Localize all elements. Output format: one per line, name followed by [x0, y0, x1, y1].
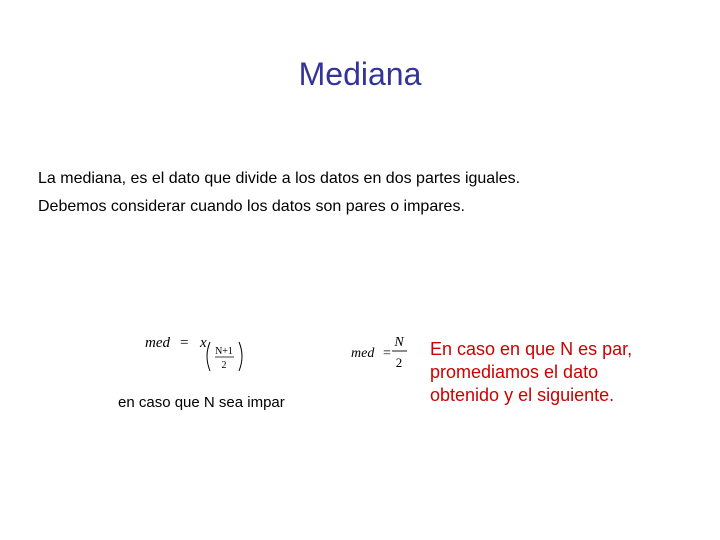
median-even-formula-graphic: [348, 332, 418, 372]
left-paren: [207, 342, 210, 371]
even-case-note: [430, 338, 710, 407]
formula-even-denominator: 2: [395, 355, 403, 370]
parity-text: Debemos considerar cuando los datos son pares o impares.: [38, 198, 465, 215]
formula-odd-equals: =: [180, 335, 189, 351]
even-note-line: En caso en que N es par,: [430, 339, 633, 359]
page-title: Mediana: [298, 56, 422, 92]
formula-odd-sub-denominator: 2: [221, 360, 227, 371]
median-even-formula: [348, 332, 418, 372]
formula-odd-sub-numerator: N+1: [215, 346, 233, 357]
formula-odd-var: x: [200, 335, 207, 351]
formula-even-numerator: N: [394, 335, 404, 350]
formula-even-equals: =: [383, 346, 391, 361]
definition-text: La mediana, es el dato que divide a los datos en dos partes iguales.: [38, 170, 521, 187]
median-odd-formula-graphic: [145, 330, 255, 372]
right-paren: [239, 342, 242, 371]
formula-odd-lhs: med: [145, 335, 170, 351]
even-note-line: promediamos el dato: [430, 362, 599, 382]
odd-case-caption: en caso que N sea impar: [118, 394, 285, 411]
median-odd-formula: [145, 330, 255, 372]
even-note-line: obtenido y el siguiente.: [430, 385, 615, 405]
formula-even-lhs: med: [351, 346, 375, 361]
